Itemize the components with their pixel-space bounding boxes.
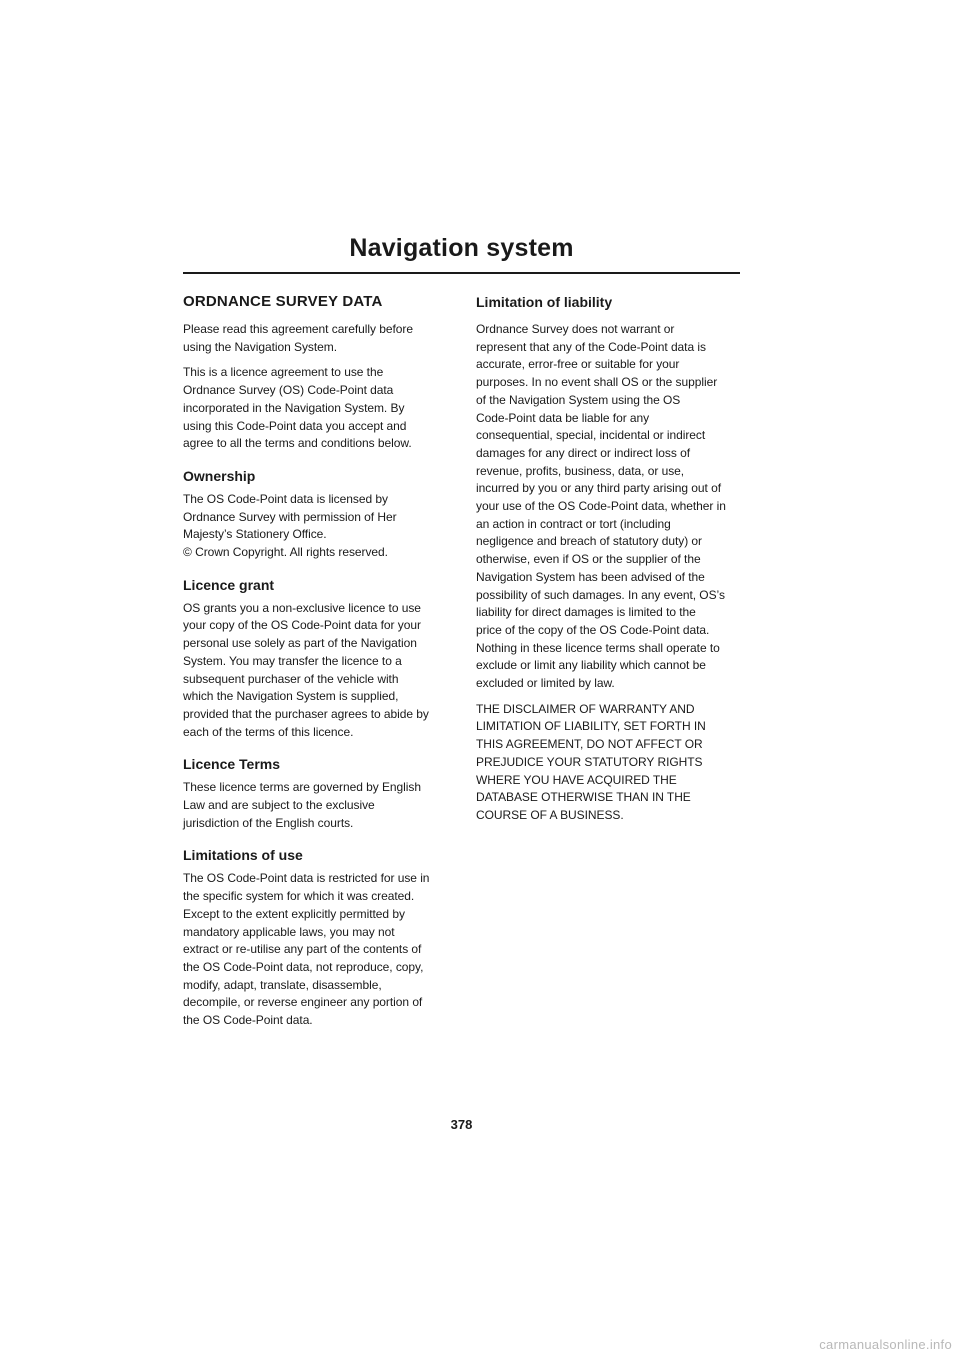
ownership-text: The OS Code-Point data is licensed by Ordnance Survey with permission of Her Majesty’s Stationery Office. © Crown Copyright. All rights reserved. xyxy=(183,491,397,560)
limitations-of-use-text: The OS Code-Point data is restricted for use in the specific system for which it was created. Except to the extent explicitly permitted by mandatory applicable laws, you may not extract or re-utilise any part of the contents of the OS Code-Point data, not reproduce, copy, modify, adapt, translate, disassemble, decompile, or reverse engineer any portion of the OS Code-Point data. xyxy=(183,871,430,1028)
disclaimer-text: THE DISCLAIMER OF WARRANTY AND LIMITATION OF LIABILITY, SET FORTH IN THIS AGREEMENT, DO NOT AFFECT OR PREJUDICE YOUR STATUTORY RIGHTS WHERE YOU HAVE ACQUIRED THE DATABASE OTHERWISE THAN IN THE COURSE OF A BUSINESS. xyxy=(476,701,706,822)
left-column xyxy=(183,292,451,1038)
header-divider xyxy=(183,272,740,274)
watermark: carmanualsonline.info xyxy=(819,1337,952,1352)
section-title: ORDNANCE SURVEY DATA xyxy=(183,293,383,310)
licence-terms-heading: Licence Terms xyxy=(183,756,281,773)
right-column xyxy=(476,292,742,833)
intro-paragraph-1: Please read this agreement carefully before using the Navigation System. xyxy=(183,322,413,354)
page-number: 378 xyxy=(450,1117,473,1132)
licence-terms-text: These licence terms are governed by English Law and are subject to the exclusive jurisdiction of the English courts. xyxy=(183,780,421,830)
licence-grant-text: OS grants you a non-exclusive licence to use your copy of the OS Code-Point data for your personal use solely as part of the Navigation System. You may transfer the licence to a subsequent purchaser of the vehicle with which the Navigation System is supplied, provided that the purchaser agrees to abide by each of the terms of this licence. xyxy=(183,600,429,739)
limitation-of-liability-heading: Limitation of liability xyxy=(476,294,613,310)
limitations-of-use-heading: Limitations of use xyxy=(183,847,303,864)
ownership-heading: Ownership xyxy=(183,467,256,484)
intro-paragraph-2: This is a licence agreement to use the Ordnance Survey (OS) Code-Point data incorporated in the Navigation System. By using this Code-Point data you accept and agree to all the terms and conditions below. xyxy=(183,365,412,451)
limitation-of-liability-text: Ordnance Survey does not warrant or represent that any of the Code-Point data is accurate, error-free or suitable for your purposes. In no event shall OS or the supplier of the Navigation System using the OS Code-Point data be liable for any consequential, special, incidental or indirect damages for any direct or indirect loss of revenue, profits, business, data, or use, incurred by you or any third party arising out of your use of the OS Code-Point data, whether in an action in contract or tort (including negligence and breach of statutory duty) or otherwise, even if OS or the supplier of the Navigation System has been advised of the possibility of such damages. In any event, OS’s liability for direct damages is limited to the price of the copy of the OS Code-Point data. Nothing in these licence terms shall operate to exclude or limit any liability which cannot be excluded or limited by law. xyxy=(476,322,726,691)
licence-grant-heading: Licence grant xyxy=(183,576,275,593)
page-title: Navigation system xyxy=(349,234,574,262)
